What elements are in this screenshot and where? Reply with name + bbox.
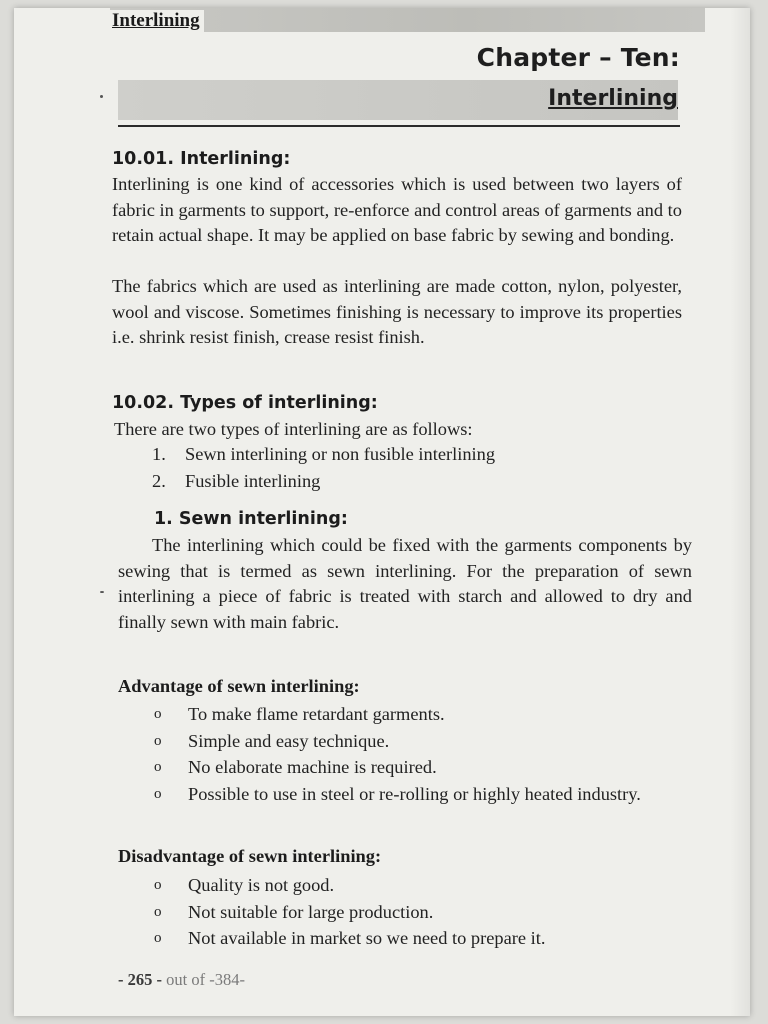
list-text: Not available in market so we need to prepare it. [188,928,546,948]
list-number: 1. [152,444,166,464]
list-item [154,899,714,926]
bullet-icon: o [154,759,162,775]
list-item [154,754,699,781]
advantage-heading: Advantage of sewn interlining: [118,676,360,696]
bullet-icon: o [154,877,162,893]
bullet-icon: o [154,903,162,920]
section-10-01-paragraph-2: The fabrics which are used as interlining are made cotton, nylon, polyester, wool and viscose. Sometimes finishing is necessary to improve its properties i.e. shrink resist finish, crease resist finish. [112,276,682,347]
chapter-subtitle: Interlining [548,86,678,111]
list-item [154,701,699,728]
bullet-icon: o [154,732,162,749]
ink-speck [100,95,103,98]
page-fold-shadow [730,8,750,1016]
list-text: No elaborate machine is required. [188,757,437,777]
disadvantage-heading: Disadvantage of sewn interlining: [118,846,382,866]
bullet-icon: o [154,785,162,802]
list-text: Fusible interlining [185,471,321,491]
sewn-interlining-paragraph: The interlining which could be fixed with the garments components by sewing that is termed as sewn interlining. For the preparation of sewn interlining a piece of fabric is treated with starch and allowed to dry and finally sewn with main fabric. [118,535,692,632]
section-10-01-paragraph-1: Interlining is one kind of accessories which is used between two layers of fabric in garments to support, re-enforce and control areas of garments and to retain actual shape. It may be applied on base fabric by sewing and bonding. [112,174,682,245]
section-heading-10-01: 10.01. Interlining: [112,149,291,169]
title-rule [118,125,680,127]
running-header: Interlining [110,10,204,32]
list-text: Simple and easy technique. [188,730,390,751]
list-item [154,872,714,899]
bullet-icon: o [154,930,162,946]
ink-speck [100,591,104,593]
list-item [154,781,699,808]
section-heading-10-02: 10.02. Types of interlining: [112,393,378,413]
chapter-title: Chapter – Ten: [476,43,680,72]
sewn-interlining-heading: 1. Sewn interlining: [154,509,348,529]
types-intro: There are two types of interlining are as follows: [114,419,473,439]
page-total: out of -384- [166,970,245,989]
running-header-band [110,8,705,32]
advantage-list [154,701,699,807]
list-text: Sewn interlining or non fusible interlining [185,444,496,464]
list-text: Not suitable for large production. [188,901,434,922]
page-number: - 265 - [118,970,167,989]
list-number: 2. [152,471,166,491]
list-item [154,925,714,952]
page-footer [118,970,245,990]
list-text: To make flame retardant garments. [188,704,445,724]
list-text: Possible to use in steel or re-rolling or highly heated industry. [188,783,641,804]
list-text: Quality is not good. [188,875,335,895]
list-item [154,728,699,755]
book-page [14,8,750,1016]
bullet-icon: o [154,706,162,722]
disadvantage-list [154,872,714,952]
